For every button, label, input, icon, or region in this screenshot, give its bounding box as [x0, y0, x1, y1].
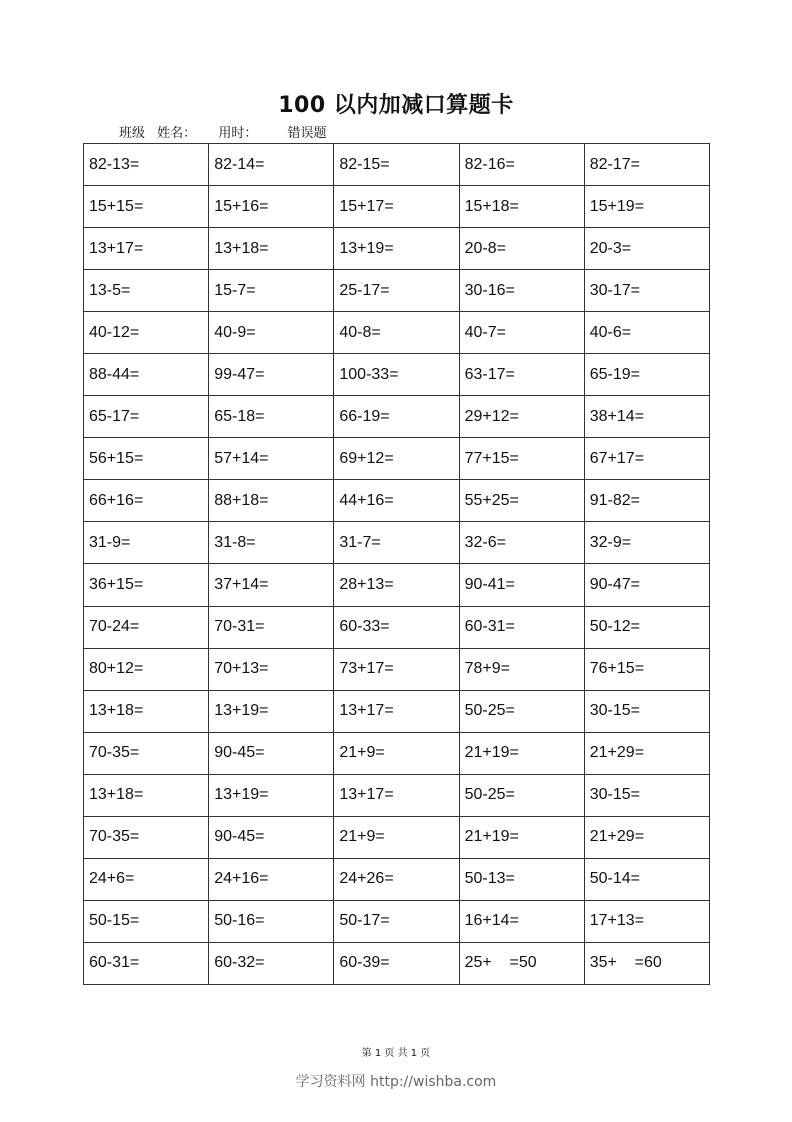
problem-cell: 65-17= — [84, 396, 209, 438]
table-row — [84, 354, 710, 396]
problem-cell: 15+15= — [84, 186, 209, 228]
problem-cell: 13+17= — [334, 774, 459, 816]
problem-cell: 13+19= — [209, 774, 334, 816]
table-row — [84, 816, 710, 858]
problem-cell: 78+9= — [459, 648, 584, 690]
table-row — [84, 858, 710, 900]
table-row — [84, 564, 710, 606]
problem-cell: 38+14= — [584, 396, 709, 438]
page-title: 100 以内加减口算题卡 — [278, 93, 514, 118]
problem-cell: 40-8= — [334, 312, 459, 354]
problem-cell: 24+6= — [84, 858, 209, 900]
problem-cell: 16+14= — [459, 900, 584, 942]
problem-cell: 60-31= — [459, 606, 584, 648]
problem-cell: 20-3= — [584, 228, 709, 270]
problem-cell: 70-35= — [84, 816, 209, 858]
problem-cell: 82-14= — [209, 144, 334, 186]
problem-cell: 36+15= — [84, 564, 209, 606]
problem-cell: 31-7= — [334, 522, 459, 564]
problem-cell: 100-33= — [334, 354, 459, 396]
table-row — [84, 942, 710, 984]
arithmetic-problem-table — [83, 143, 710, 985]
problem-cell: 21+29= — [584, 732, 709, 774]
problem-cell: 99-47= — [209, 354, 334, 396]
problem-cell: 66+16= — [84, 480, 209, 522]
problem-cell: 32-6= — [459, 522, 584, 564]
problem-cell: 30-15= — [584, 774, 709, 816]
problem-cell: 76+15= — [584, 648, 709, 690]
problem-cell: 25-17= — [334, 270, 459, 312]
problem-cell: 82-15= — [334, 144, 459, 186]
problem-cell: 21+19= — [459, 732, 584, 774]
table-row — [84, 732, 710, 774]
problem-cell: 60-31= — [84, 942, 209, 984]
problem-cell: 63-17= — [459, 354, 584, 396]
problem-cell: 44+16= — [334, 480, 459, 522]
table-row — [84, 522, 710, 564]
problem-cell: 30-17= — [584, 270, 709, 312]
site-watermark: 学习资料网 http://wishba.com — [295, 1074, 497, 1090]
problem-cell: 28+13= — [334, 564, 459, 606]
problem-cell: 60-33= — [334, 606, 459, 648]
problem-cell: 13-5= — [84, 270, 209, 312]
table-row — [84, 774, 710, 816]
problem-cell: 88-44= — [84, 354, 209, 396]
problem-cell: 50-13= — [459, 858, 584, 900]
problem-cell: 13+17= — [334, 690, 459, 732]
table-row — [84, 480, 710, 522]
problem-cell: 20-8= — [459, 228, 584, 270]
problem-cell: 21+19= — [459, 816, 584, 858]
student-info-line — [119, 122, 326, 141]
problem-cell: 21+9= — [334, 816, 459, 858]
problem-cell: 15+19= — [584, 186, 709, 228]
problem-cell: 50-12= — [584, 606, 709, 648]
problem-cell: 60-39= — [334, 942, 459, 984]
table-row — [84, 396, 710, 438]
table-row — [84, 606, 710, 648]
problem-cell: 24+26= — [334, 858, 459, 900]
problem-cell: 65-18= — [209, 396, 334, 438]
page-number: 第 1 页 共 1 页 — [361, 1048, 431, 1059]
table-row — [84, 144, 710, 186]
name-label: 姓名： — [157, 126, 197, 141]
problem-cell: 13+19= — [209, 690, 334, 732]
problem-cell: 90-41= — [459, 564, 584, 606]
problem-cell: 82-17= — [584, 144, 709, 186]
problem-cell: 13+18= — [84, 690, 209, 732]
problem-cell: 31-8= — [209, 522, 334, 564]
problem-cell: 13+18= — [209, 228, 334, 270]
problem-cell: 40-12= — [84, 312, 209, 354]
problem-cell: 17+13= — [584, 900, 709, 942]
problem-cell: 40-7= — [459, 312, 584, 354]
problem-cell: 21+29= — [584, 816, 709, 858]
problem-cell: 15+16= — [209, 186, 334, 228]
problem-cell: 70-24= — [84, 606, 209, 648]
table-row — [84, 228, 710, 270]
time-label: 用时： — [218, 126, 258, 141]
table-row — [84, 270, 710, 312]
problem-cell: 25+ =50 — [459, 942, 584, 984]
problem-cell: 29+12= — [459, 396, 584, 438]
problem-cell: 50-15= — [84, 900, 209, 942]
class-label: 班级 — [119, 126, 146, 141]
problem-cell: 55+25= — [459, 480, 584, 522]
problem-cell: 90-45= — [209, 816, 334, 858]
problem-cell: 50-17= — [334, 900, 459, 942]
problem-cell: 56+15= — [84, 438, 209, 480]
problem-cell: 31-9= — [84, 522, 209, 564]
problem-cell: 40-9= — [209, 312, 334, 354]
problem-cell: 32-9= — [584, 522, 709, 564]
problem-cell: 82-13= — [84, 144, 209, 186]
problem-cell: 88+18= — [209, 480, 334, 522]
problem-cell: 57+14= — [209, 438, 334, 480]
problem-cell: 80+12= — [84, 648, 209, 690]
table-row — [84, 186, 710, 228]
problem-cell: 35+ =60 — [584, 942, 709, 984]
problem-cell: 13+17= — [84, 228, 209, 270]
problem-cell: 50-25= — [459, 690, 584, 732]
problem-cell: 50-16= — [209, 900, 334, 942]
problem-cell: 15+18= — [459, 186, 584, 228]
problem-cell: 24+16= — [209, 858, 334, 900]
problem-cell: 90-47= — [584, 564, 709, 606]
problem-cell: 69+12= — [334, 438, 459, 480]
problem-cell: 66-19= — [334, 396, 459, 438]
problem-cell: 13+18= — [84, 774, 209, 816]
table-row — [84, 648, 710, 690]
problem-cell: 50-14= — [584, 858, 709, 900]
problem-cell: 37+14= — [209, 564, 334, 606]
problem-cell: 13+19= — [334, 228, 459, 270]
problem-cell: 70-35= — [84, 732, 209, 774]
problem-cell: 60-32= — [209, 942, 334, 984]
table-row — [84, 438, 710, 480]
problem-cell: 73+17= — [334, 648, 459, 690]
problem-cell: 91-82= — [584, 480, 709, 522]
problem-cell: 15+17= — [334, 186, 459, 228]
problem-cell: 77+15= — [459, 438, 584, 480]
problem-cell: 70-31= — [209, 606, 334, 648]
problem-cell: 21+9= — [334, 732, 459, 774]
problem-cell: 67+17= — [584, 438, 709, 480]
problem-cell: 30-15= — [584, 690, 709, 732]
problem-cell: 70+13= — [209, 648, 334, 690]
table-row — [84, 690, 710, 732]
problem-cell: 40-6= — [584, 312, 709, 354]
problem-cell: 30-16= — [459, 270, 584, 312]
problem-cell: 82-16= — [459, 144, 584, 186]
table-row — [84, 312, 710, 354]
table-row — [84, 900, 710, 942]
problem-cell: 15-7= — [209, 270, 334, 312]
problem-cell: 50-25= — [459, 774, 584, 816]
errors-label: 错误题 — [287, 126, 327, 141]
problem-cell: 90-45= — [209, 732, 334, 774]
problem-cell: 65-19= — [584, 354, 709, 396]
